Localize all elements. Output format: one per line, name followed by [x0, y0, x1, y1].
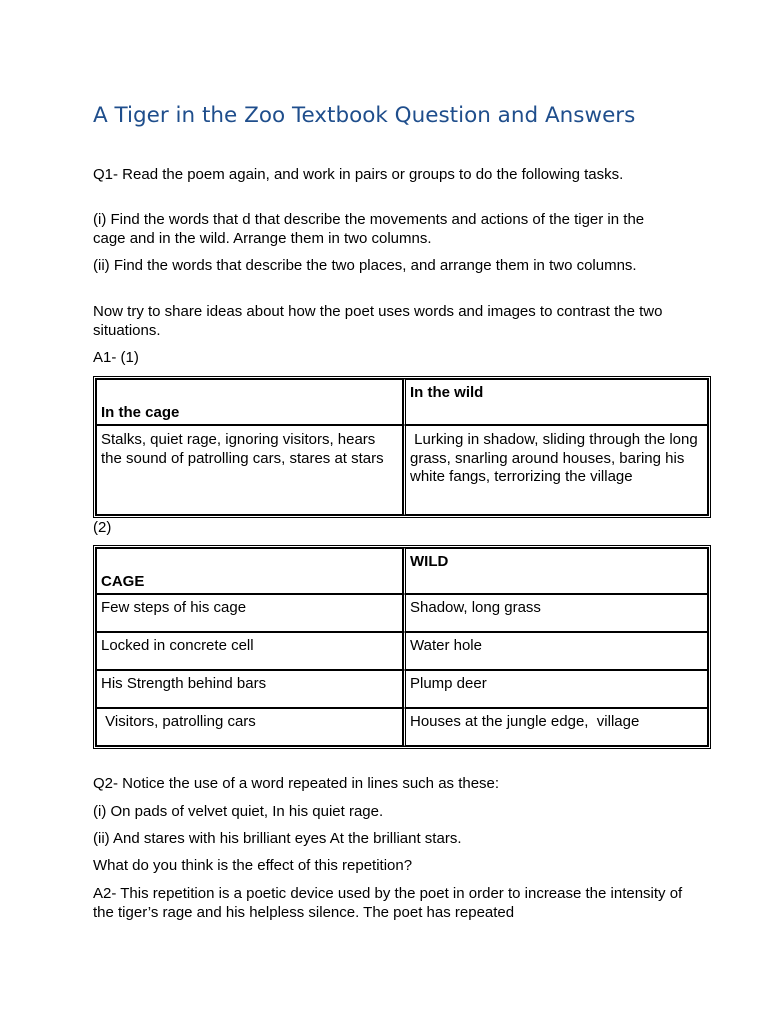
table-movements: [93, 376, 711, 518]
table-cell: Locked in concrete cell: [96, 632, 403, 670]
question-2-prompt: What do you think is the effect of this repetition?: [93, 857, 413, 874]
table-cell: Visitors, patrolling cars: [96, 708, 403, 746]
table-row: [96, 425, 708, 515]
table-row: [96, 594, 708, 632]
table-cell: Few steps of his cage: [96, 594, 403, 632]
table-header-cell: CAGE: [96, 548, 403, 594]
question-1-part-ii: (ii) Find the words that describe the two places, and arrange them in two columns.: [93, 257, 637, 274]
table-row: [96, 670, 708, 708]
table-header-cell: WILD: [403, 548, 708, 594]
table-row: [96, 708, 708, 746]
question-1: Q1- Read the poem again, and work in pairs or groups to do the following tasks.: [93, 166, 624, 183]
table-row: [96, 632, 708, 670]
answer-1-label: A1- (1): [93, 349, 139, 366]
question-2-part-ii: (ii) And stares with his brilliant eyes At the brilliant stars.: [93, 830, 462, 847]
table-header-cell: In the cage: [96, 379, 403, 425]
table-cell: Plump deer: [403, 670, 708, 708]
table-cell: His Strength behind bars: [96, 670, 403, 708]
table-cell: Water hole: [403, 632, 708, 670]
table-cell: Shadow, long grass: [403, 594, 708, 632]
table-header-row: [96, 548, 708, 594]
page-title: A Tiger in the Zoo Textbook Question and Answers: [93, 103, 636, 128]
table-header-row: [96, 379, 708, 425]
table-cell: Lurking in shadow, sliding through the long grass, snarling around houses, baring his white fangs, terrorizing the village: [403, 425, 708, 515]
answer-1-part-2-label: (2): [93, 519, 112, 536]
answer-2: A2- This repetition is a poetic device used by the poet in order to increase the intensity of the tiger’s rage and his helpless silence. The poet has repeated: [93, 885, 683, 921]
table-places: [93, 545, 711, 749]
question-1-instruction: Now try to share ideas about how the poet uses words and images to contrast the two situations.: [93, 303, 663, 339]
question-2: Q2- Notice the use of a word repeated in lines such as these:: [93, 775, 500, 792]
table-cell: Stalks, quiet rage, ignoring visitors, hears the sound of patrolling cars, stares at stars: [96, 425, 403, 515]
question-1-part-i: (i) Find the words that d that describe the movements and actions of the tiger in the cage and in the wild. Arrange them in two columns.: [93, 211, 645, 247]
table-cell: Houses at the jungle edge, village: [403, 708, 708, 746]
table-header-cell: In the wild: [403, 379, 708, 425]
question-2-part-i: (i) On pads of velvet quiet, In his quiet rage.: [93, 803, 384, 820]
